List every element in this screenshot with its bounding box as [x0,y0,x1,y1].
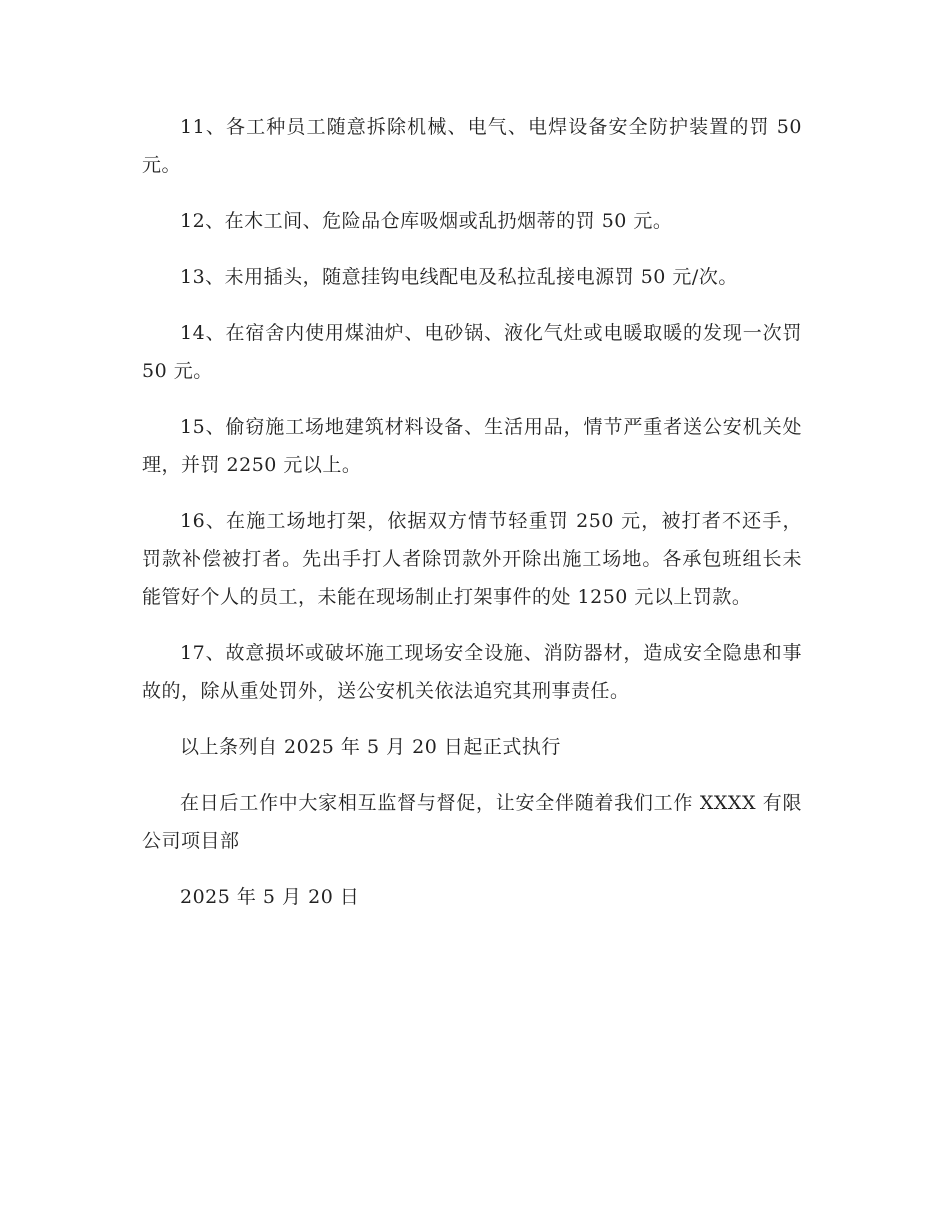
rule-14-paragraph: 14、在宿舍内使用煤油炉、电砂锅、液化气灶或电暖取暖的发现一次罚 50 元。 [142,322,802,382]
effective-date-paragraph: 以上条列自 2025 年 5 月 20 日起正式执行 [180,736,561,758]
rule-11-paragraph: 11、各工种员工随意拆除机械、电气、电焊设备安全防护装置的罚 50 元。 [142,116,802,176]
rule-17-paragraph: 17、故意损坏或破坏施工现场安全设施、消防器材，造成安全隐患和事故的，除从重处罚外，送公安机关依法追究其刑事责任。 [142,642,802,702]
rule-16-paragraph: 16、在施工场地打架，依据双方情节轻重罚 250 元，被打者不还手，罚款补偿被打者。先出手打人者除罚款外开除出施工场地。各承包班组长未能管好个人的员工，未能在现场制止打架事件的处 1250 元以上罚款。 [142,510,802,608]
document-page [142,108,802,934]
signature-date: 2025 年 5 月 20 日 [180,886,360,908]
rule-12-paragraph: 12、在木工间、危险品仓库吸烟或乱扔烟蒂的罚 50 元。 [180,210,673,232]
rule-13-paragraph: 13、未用插头，随意挂钩电线配电及私拉乱接电源罚 50 元/次。 [180,266,738,288]
closing-paragraph: 在日后工作中大家相互监督与督促，让安全伴随着我们工作 XXXX 有限公司项目部 [142,792,802,852]
rule-15-paragraph: 15、偷窃施工场地建筑材料设备、生活用品，情节严重者送公安机关处理，并罚 2250 元以上。 [142,416,802,476]
